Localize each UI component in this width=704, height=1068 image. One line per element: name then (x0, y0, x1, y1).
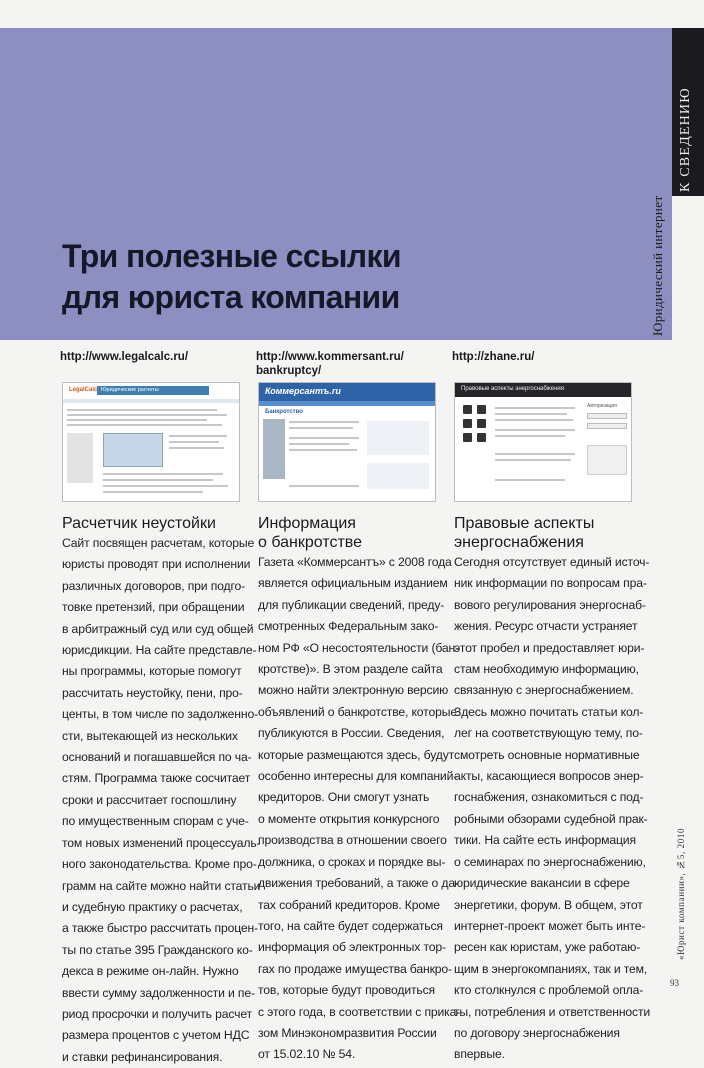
article-line: о моменте открытия конкурсного (258, 811, 440, 826)
heading-energy-law-line-1: Правовые аспекты (454, 515, 595, 532)
screenshot-kommersant (258, 382, 436, 502)
column-legalcalc (60, 350, 250, 380)
article-line: грамм на сайте можно найти статьи (62, 878, 261, 893)
column-zhane (452, 350, 642, 380)
link-zhane-line-1[interactable]: http://zhane.ru/ (452, 351, 535, 363)
article-line: госнабжения, ознакомиться с под- (454, 790, 644, 805)
article-line: том новых изменений процессуаль- (62, 835, 261, 850)
link-kommersant-line-2[interactable]: bankruptcy/ (256, 365, 322, 377)
article-line: акты, касающиеся вопросов энер- (454, 769, 644, 784)
article-line: Газета «Коммерсантъ» с 2008 года (258, 555, 452, 569)
article-line: от 15.02.10 № 54. (258, 1047, 356, 1062)
article-line: и судебную практику о расчетах, (62, 899, 243, 914)
article-line: интернет-проект может быть инте- (454, 918, 646, 933)
article-line: кротстве)». В этом разделе сайта (258, 662, 443, 677)
article-line: особенно интересны для компаний- (258, 769, 458, 784)
article-line: а также быстро рассчитать процен- (62, 921, 259, 936)
page-number: 93 (670, 978, 679, 988)
page-title-line-2: для юриста компании (62, 279, 400, 315)
article-line: ного законодательства. Кроме про- (62, 857, 257, 872)
article-line: по имущественным спорам с уче- (62, 814, 249, 829)
issue-tag: «Юрист компании», №5, 2010 (676, 827, 686, 960)
shot-title: Банкротство (265, 409, 303, 415)
link-legalcalc[interactable] (60, 350, 250, 380)
article-line: оснований и погашавшейся по ча- (62, 750, 252, 765)
shot-logo: LegalCalc (69, 387, 98, 393)
article-line: сроки и рассчитает госпошлину (62, 792, 237, 807)
heading-penalty-calculator (62, 514, 216, 533)
category-tag: Юридический интернет (650, 195, 665, 336)
article-line: можно найти электронную версию (258, 683, 449, 698)
article-line: вового регулирования энергоснаб- (454, 597, 646, 612)
article-line: смотренных Федеральным зако- (258, 619, 439, 634)
article-line: лег на соответствующую тему, по- (454, 726, 643, 741)
article-line: и ставки рефинансирования. (62, 1049, 223, 1064)
category-tab (672, 196, 704, 340)
article-line: ввести сумму задолженности и пе- (62, 985, 255, 1000)
article-line: для публикации сведений, преду- (258, 597, 445, 612)
page-title-line-1: Три полезные ссылки (62, 238, 402, 274)
article-line: юрисдикции. На сайте представле- (62, 643, 257, 658)
shot-nav (259, 401, 435, 406)
link-kommersant-line-1[interactable]: http://www.kommersant.ru/ (256, 351, 404, 363)
article-line: стям. Программа также сосчитает (62, 771, 251, 786)
section-tag: К СВЕДЕНИЮ (678, 87, 693, 192)
heading-energy-law (454, 514, 644, 552)
article-line: объявлений о банкротстве, которые (258, 704, 457, 719)
article-line: с этого года, в соответствии с прика- (258, 1004, 461, 1019)
article-line: по договору энергоснабжения (454, 1025, 620, 1040)
article-line: стам необходимую информацию, (454, 662, 639, 677)
article-line: юридические вакансии в сфере (454, 876, 630, 891)
heading-bankruptcy-info-line-2: о банкротстве (258, 534, 363, 551)
shot-table-image (103, 433, 163, 467)
article-line: зом Минэкономразвития России (258, 1025, 437, 1040)
article-line: Сегодня отсутствует единый источ- (454, 555, 650, 569)
article-line: щим в энергокомпаниях, так и тем, (454, 961, 648, 976)
article-line: тов, которые будут проводиться (258, 983, 435, 998)
article-line: Здесь можно почитать статьи кол- (454, 704, 644, 719)
article-kommersant (258, 552, 461, 1066)
article-line: о семинарах по энергоснабжению, (454, 854, 646, 869)
shot-login-title: Авторизация (587, 403, 617, 409)
article-line: впервые. (454, 1047, 505, 1062)
heading-bankruptcy-info (258, 514, 448, 552)
article-line: товке претензий, при обращении (62, 600, 245, 615)
screenshot-zhane (454, 382, 632, 502)
article-line: различных договоров, при подго- (62, 578, 246, 593)
article-line: риод просрочки и получить расчет (62, 1006, 253, 1021)
heading-penalty-calculator-line-1: Расчетчик неустойки (62, 515, 216, 532)
article-line: смотреть основные нормативные (454, 747, 640, 762)
page-title (62, 236, 622, 318)
article-line: движения требований, а также о да- (258, 876, 459, 891)
article-line: этот пробел и предоставляет юри- (454, 640, 645, 655)
article-line: жения. Ресурс отчасти устраняет (454, 619, 638, 634)
article-line: энергетики, форум. В общем, этот (454, 897, 643, 912)
shot-logo: Коммерсантъ.ru (265, 386, 341, 396)
article-line: юристы проводят при исполнении (62, 557, 251, 572)
article-line: гах по продаже имущества банкро- (258, 961, 452, 976)
article-line: робными обзорами судебной прак- (454, 811, 648, 826)
heading-energy-law-line-2: энергоснабжения (454, 534, 584, 551)
screenshot-legalcalc (62, 382, 240, 502)
article-line: ты, потребления и ответственности (454, 1004, 651, 1019)
article-line: размера процентов с учетом НДС (62, 1028, 250, 1043)
article-line: тики. На сайте есть информация (454, 833, 636, 848)
link-kommersant[interactable] (256, 350, 446, 380)
shot-nav (63, 399, 239, 403)
link-legalcalc-line-1[interactable]: http://www.legalcalc.ru/ (60, 351, 189, 363)
article-line: ник информации по вопросам пра- (454, 576, 647, 591)
article-line: информация об электронных тор- (258, 940, 446, 955)
column-kommersant (256, 350, 446, 380)
article-line: кто столкнулся с проблемой опла- (454, 983, 644, 998)
article-line: Сайт посвящен расчетам, которые (62, 536, 255, 550)
article-line: публикуются в России. Сведения, (258, 726, 445, 741)
article-line: центы, в том числе по задолженно- (62, 707, 258, 722)
article-line: является официальным изданием (258, 576, 448, 591)
article-line: декса в режиме он-лайн. Нужно (62, 964, 239, 979)
heading-bankruptcy-info-line-1: Информация (258, 515, 356, 532)
article-line: сти, вытекающей из нескольких (62, 728, 238, 743)
article-line: рассчитать неустойку, пени, про- (62, 685, 243, 700)
article-line: связанную с энергоснабжением. (454, 683, 634, 698)
article-line: ты по статье 395 Гражданского ко- (62, 942, 253, 957)
link-zhane[interactable] (452, 350, 642, 380)
article-line: того, на сайте будет содержаться (258, 918, 443, 933)
article-line: в арбитражный суд или суд общей (62, 621, 254, 636)
article-zhane (454, 552, 651, 1066)
article-line: тах собраний кредиторов. Кроме (258, 897, 440, 912)
article-line: ном РФ «О несостоятельности (бан- (258, 640, 460, 655)
article-line: ресен как юристам, уже работаю- (454, 940, 641, 955)
article-line: ны программы, которые помогут (62, 664, 242, 679)
article-line: кредиторов. Они смогут узнать (258, 790, 430, 805)
shot-logo: Правовые аспекты энергоснабжения (461, 386, 565, 392)
shot-title: Юридические расчеты (101, 387, 159, 393)
article-legalcalc (62, 533, 261, 1068)
article-line: производства в отношении своего (258, 833, 447, 848)
article-line: должника, о сроках и порядке вы- (258, 854, 446, 869)
article-line: которые размещаются здесь, будут (258, 747, 455, 762)
shot-photo (263, 419, 285, 479)
